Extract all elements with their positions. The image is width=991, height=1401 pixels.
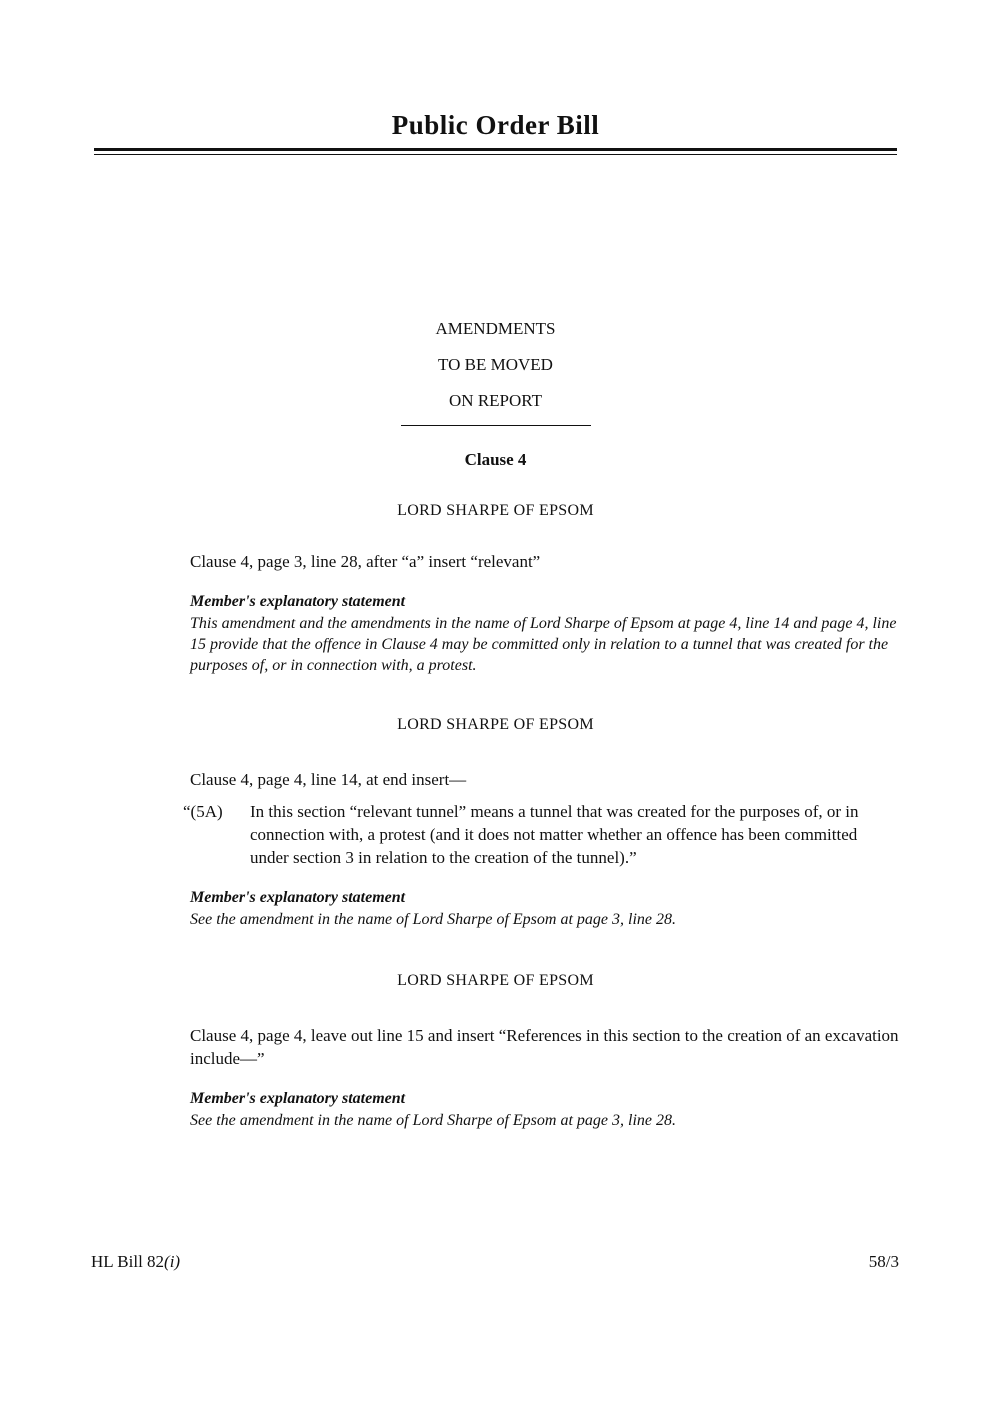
explanatory-statement-text: See the amendment in the name of Lord Sharpe of Epsom at page 3, line 28. xyxy=(190,911,676,928)
inserted-subsection-number: “(5A) xyxy=(183,802,223,821)
notice-line-1: AMENDMENTS xyxy=(435,319,556,338)
notice-line-2: TO BE MOVED xyxy=(438,355,553,374)
footer-bill-number-suffix: (i) xyxy=(164,1252,181,1271)
title-double-rule xyxy=(94,148,897,155)
explanatory-statement-label: Member's explanatory statement xyxy=(190,1090,406,1107)
explanatory-statement-label: Member's explanatory statement xyxy=(190,889,406,906)
notice-line-3: ON REPORT xyxy=(449,391,542,410)
clause-heading: Clause 4 xyxy=(464,450,527,469)
footer-bill-number-text: HL Bill 82 xyxy=(91,1252,165,1271)
footer-sheet-number: 58/3 xyxy=(868,1252,899,1271)
page-footer xyxy=(91,1252,899,1272)
explanatory-statement-text: See the amendment in the name of Lord Sharpe of Epsom at page 3, line 28. xyxy=(190,1112,676,1129)
amendment-instruction: Clause 4, page 3, line 28, after “a” insert “relevant” xyxy=(190,552,541,571)
explanatory-statement-label: Member's explanatory statement xyxy=(190,593,406,610)
amendment-instruction: Clause 4, page 4, leave out line 15 and insert “References in this section to the creation of an excavation include—” xyxy=(190,1026,899,1068)
inserted-subsection-text: In this section “relevant tunnel” means a tunnel that was created for the purposes of, or in connection with, a protest (and it does not matter whether an offence has been committed under section 3 in relation to the creation of the tunnel).” xyxy=(250,802,859,867)
amendments-notice xyxy=(0,311,991,426)
footer-bill-number xyxy=(91,1252,180,1272)
amendment-sponsor: LORD SHARPE OF EPSOM xyxy=(397,716,594,733)
notice-underline-rule xyxy=(401,425,591,426)
page-title: Public Order Bill xyxy=(391,110,600,140)
amendment-sponsor: LORD SHARPE OF EPSOM xyxy=(397,972,594,989)
amendment-sponsor: LORD SHARPE OF EPSOM xyxy=(397,502,594,519)
amendment-instruction: Clause 4, page 4, line 14, at end insert— xyxy=(190,770,467,789)
explanatory-statement-text: This amendment and the amendments in the name of Lord Sharpe of Epsom at page 4, line 14 and page 4, line 15 provide that the offence in Clause 4 may be committed only in relation to a tunnel that was created for the purposes of, or in connection with, a protest. xyxy=(190,615,897,674)
inserted-subsection xyxy=(183,800,899,869)
